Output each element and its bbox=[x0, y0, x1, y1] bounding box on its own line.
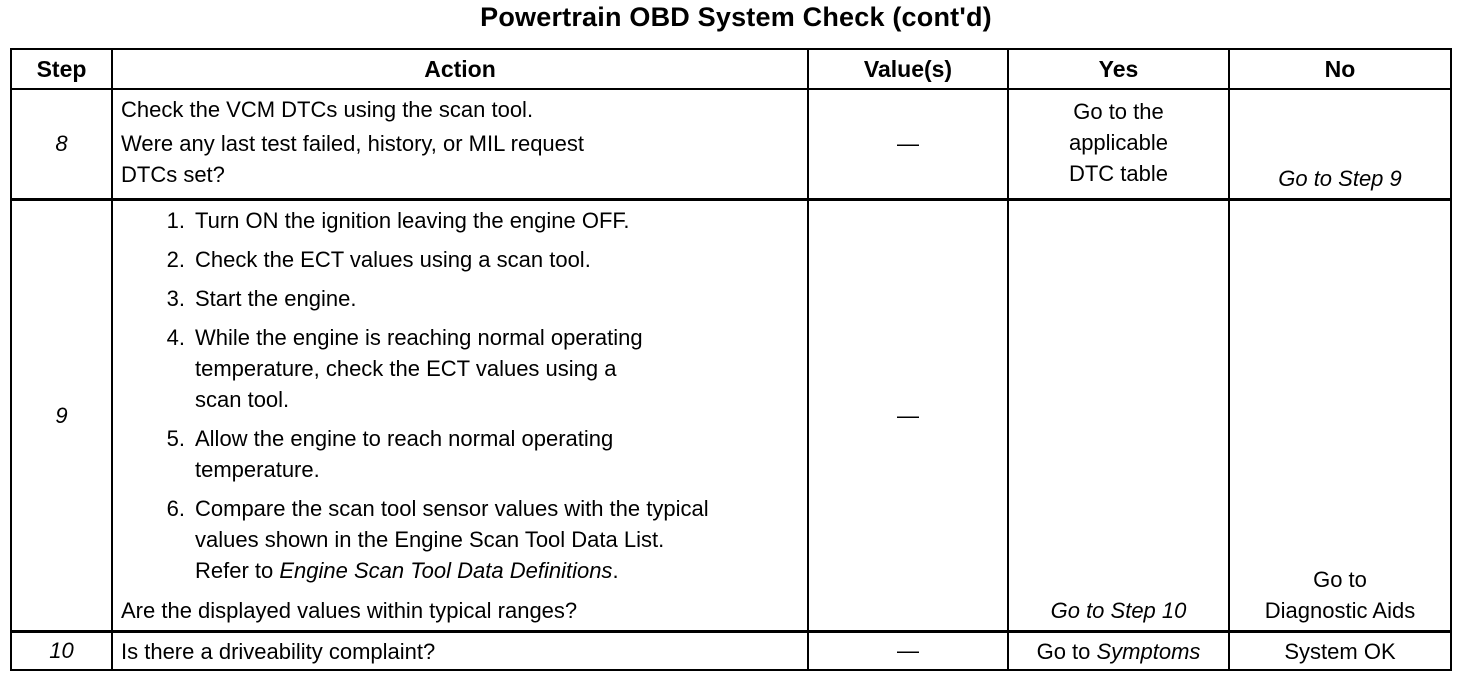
list-item-line: Check the ECT values using a scan tool. bbox=[195, 247, 591, 272]
list-item-line: scan tool. bbox=[195, 387, 290, 412]
list-item-line: Allow the engine to reach normal operating bbox=[195, 426, 614, 451]
no-link-step-9[interactable]: Go to Step 9 bbox=[1278, 166, 1402, 191]
action-question-line-2: DTCs set? bbox=[121, 162, 225, 187]
list-item bbox=[149, 205, 801, 236]
list-item-number: 1. bbox=[166, 208, 185, 233]
value-cell bbox=[808, 200, 1008, 632]
list-item bbox=[149, 244, 801, 275]
yes-line-1: Go to the bbox=[1073, 98, 1164, 124]
value-dash: — bbox=[897, 402, 919, 428]
header-yes: Yes bbox=[1008, 49, 1229, 89]
page-title: Powertrain OBD System Check (cont'd) bbox=[480, 2, 992, 32]
list-item bbox=[149, 423, 801, 485]
no-link-diagnostic-aids[interactable]: Diagnostic Aids bbox=[1264, 598, 1416, 623]
list-item-line: Compare the scan tool sensor values with the typical bbox=[195, 496, 709, 521]
yes-cell bbox=[1008, 89, 1229, 200]
table-row-step-9 bbox=[11, 200, 1451, 632]
header-no: No bbox=[1229, 49, 1451, 89]
action-cell bbox=[112, 89, 808, 200]
yes-cell bbox=[1008, 200, 1229, 632]
list-item bbox=[149, 283, 801, 314]
list-item-text bbox=[195, 423, 801, 485]
action-question-line-1: Were any last test failed, history, or MIL request bbox=[121, 131, 585, 156]
list-item-text bbox=[195, 322, 801, 415]
action-steps-list bbox=[149, 205, 801, 586]
no-line-1: Go to bbox=[1313, 567, 1367, 592]
list-item-line bbox=[195, 555, 801, 586]
table-row-step-10 bbox=[11, 632, 1451, 671]
list-item bbox=[149, 493, 801, 586]
list-item-text bbox=[195, 493, 801, 586]
value-dash: — bbox=[897, 638, 919, 663]
list-item-line: values shown in the Engine Scan Tool Data List. bbox=[195, 527, 665, 552]
yes-line-3: DTC table bbox=[1068, 160, 1169, 186]
table-header-row bbox=[11, 49, 1451, 89]
step-number: 10 bbox=[11, 632, 112, 671]
refer-prefix: Refer to bbox=[195, 558, 280, 583]
no-cell bbox=[1229, 200, 1451, 632]
list-item-line: Start the engine. bbox=[195, 286, 357, 311]
list-item-number: 5. bbox=[166, 426, 185, 451]
action-question: Is there a driveability complaint? bbox=[121, 638, 436, 664]
header-values: Value(s) bbox=[808, 49, 1008, 89]
step-number: 9 bbox=[11, 200, 112, 632]
yes-line-2: applicable bbox=[1068, 129, 1169, 155]
list-item-number: 6. bbox=[166, 496, 185, 521]
yes-link-step-10[interactable]: Go to Step 10 bbox=[1050, 598, 1187, 623]
header-step: Step bbox=[11, 49, 112, 89]
list-item-number: 2. bbox=[166, 247, 185, 272]
no-result: System OK bbox=[1284, 638, 1396, 664]
list-item-number: 3. bbox=[166, 286, 185, 311]
list-item-text bbox=[195, 283, 801, 314]
list-item-line: temperature. bbox=[195, 457, 320, 482]
action-question: Are the displayed values within typical ranges? bbox=[121, 598, 578, 623]
step-number: 8 bbox=[11, 89, 112, 200]
list-item-text bbox=[195, 244, 801, 275]
refer-link-scan-tool-definitions[interactable]: Engine Scan Tool Data Definitions bbox=[279, 558, 613, 583]
action-cell bbox=[112, 200, 808, 632]
yes-cell bbox=[1008, 632, 1229, 671]
value-cell bbox=[808, 632, 1008, 671]
action-cell bbox=[112, 632, 808, 671]
no-cell bbox=[1229, 89, 1451, 200]
value-cell bbox=[808, 89, 1008, 200]
yes-link-symptoms[interactable]: Symptoms bbox=[1096, 638, 1201, 664]
table-row-step-8 bbox=[11, 89, 1451, 200]
no-cell bbox=[1229, 632, 1451, 671]
list-item-line: While the engine is reaching normal operating bbox=[195, 325, 643, 350]
value-dash: — bbox=[897, 131, 919, 156]
list-item-line: temperature, check the ECT values using a bbox=[195, 356, 617, 381]
header-action: Action bbox=[112, 49, 808, 89]
refer-suffix: . bbox=[612, 558, 619, 583]
system-check-table bbox=[10, 48, 1452, 671]
list-item-text bbox=[195, 205, 801, 236]
list-item-number: 4. bbox=[166, 325, 185, 350]
list-item-line: Turn ON the ignition leaving the engine OFF. bbox=[195, 208, 630, 233]
list-item bbox=[149, 322, 801, 415]
yes-prefix: Go to bbox=[1036, 638, 1097, 664]
action-instruction: Check the VCM DTCs using the scan tool. bbox=[121, 97, 534, 122]
